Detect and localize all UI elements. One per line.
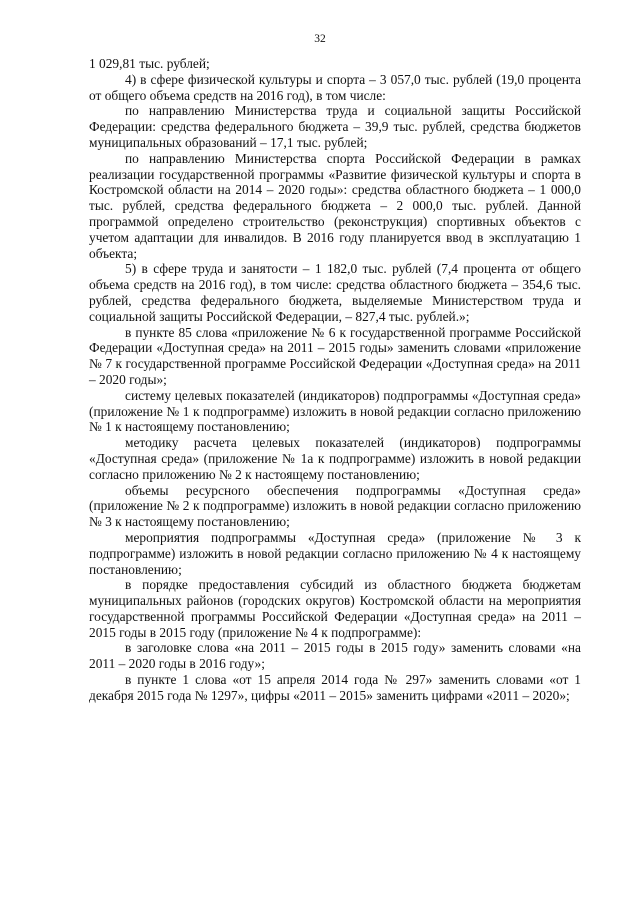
paragraph-ministry-sport: по направлению Министерства спорта Российской Федерации в рамках реализации государственной программы «Развитие физической культуры и спорта в Костромской области на 2014 – 2020 годы»: средства областного бюджета – 1 000,0 тыс. рублей, средства федерального бюджета – 2 000,0 тыс. рублей. Данной программой определено строительство (реконструкция) спортивных объектов с учетом адаптации для инвалидов. В 2016 году планируется ввод в эксплуатацию 1 объекта; bbox=[89, 150, 581, 261]
paragraph-activities: мероприятия подпрограммы «Доступная среда» (приложение № 3 к подпрограмме) изложить в новой редакции согласно приложению № 4 к настоящему постановлению; bbox=[89, 529, 581, 577]
paragraph-labor-employment: 5) в сфере труда и занятости – 1 182,0 тыс. рублей (7,4 процента от общего объема средств на 2016 год), в том числе: средства областного бюджета – 354,6 тыс. рублей, средства федерального бюджета, выделяемые Министерством труда и социальной защиты Российской Федерации, – 827,4 тыс. рублей.»; bbox=[89, 261, 581, 324]
paragraph-indicators-method: методику расчета целевых показателей (индикаторов) подпрограммы «Доступная среда» (приложение № 1а к подпрограмме) изложить в новой редакции согласно приложению № 2 к настоящему постановлению; bbox=[89, 435, 581, 482]
paragraph-item-85: в пункте 85 слова «приложение № 6 к государственной программе Российской Федерации «Доступная среда» на 2011 – 2015 годы» заменить словами «приложение № 7 к государственной программе Российской Федерации «Доступная среда» на 2011 – 2020 годы»; bbox=[89, 324, 581, 387]
paragraph-title-change: в заголовке слова «на 2011 – 2015 годы в 2015 году» заменить словами «на 2011 – 2020 годы в 2016 году»; bbox=[89, 640, 581, 672]
paragraph-ministry-labor: по направлению Министерства труда и социальной защиты Российской Федерации: средства федерального бюджета – 39,9 тыс. рублей, средства бюджетов муниципальных образований – 17,1 тыс. рублей; bbox=[89, 103, 581, 150]
paragraph-indicators-system: систему целевых показателей (индикаторов) подпрограммы «Доступная среда» (приложение № 1 к подпрограмме) изложить в новой редакции согласно приложению № 1 к настоящему постановлению; bbox=[89, 387, 581, 435]
paragraph-item-1-change: в пункте 1 слова «от 15 апреля 2014 года № 297» заменить словами «от 1 декабря 2015 года № 1297», цифры «2011 – 2015» заменить цифрами «2011 – 2020»; bbox=[89, 672, 581, 703]
paragraph-sport-funding: 4) в сфере физической культуры и спорта – 3 057,0 тыс. рублей (19,0 процента от общего объема средств на 2016 год), в том числе: bbox=[89, 71, 581, 103]
paragraph-continuation: 1 029,81 тыс. рублей; bbox=[89, 56, 210, 71]
paragraph-resource-volumes: объемы ресурсного обеспечения подпрограммы «Доступная среда» (приложение № 2 к подпрограмме) изложить в новой редакции согласно приложению № 3 к настоящему постановлению; bbox=[89, 482, 581, 530]
paragraph-subsidy-procedure: в порядке предоставления субсидий из областного бюджета бюджетам муниципальных районов (городских округов) Костромской области на мероприятия государственной программы Российской Федерации «Доступная среда» на 2011 – 2015 годы в 2015 году (приложение № 4 к подпрограмме): bbox=[89, 577, 581, 640]
page-number: 32 bbox=[314, 33, 326, 45]
document-body bbox=[89, 56, 581, 704]
